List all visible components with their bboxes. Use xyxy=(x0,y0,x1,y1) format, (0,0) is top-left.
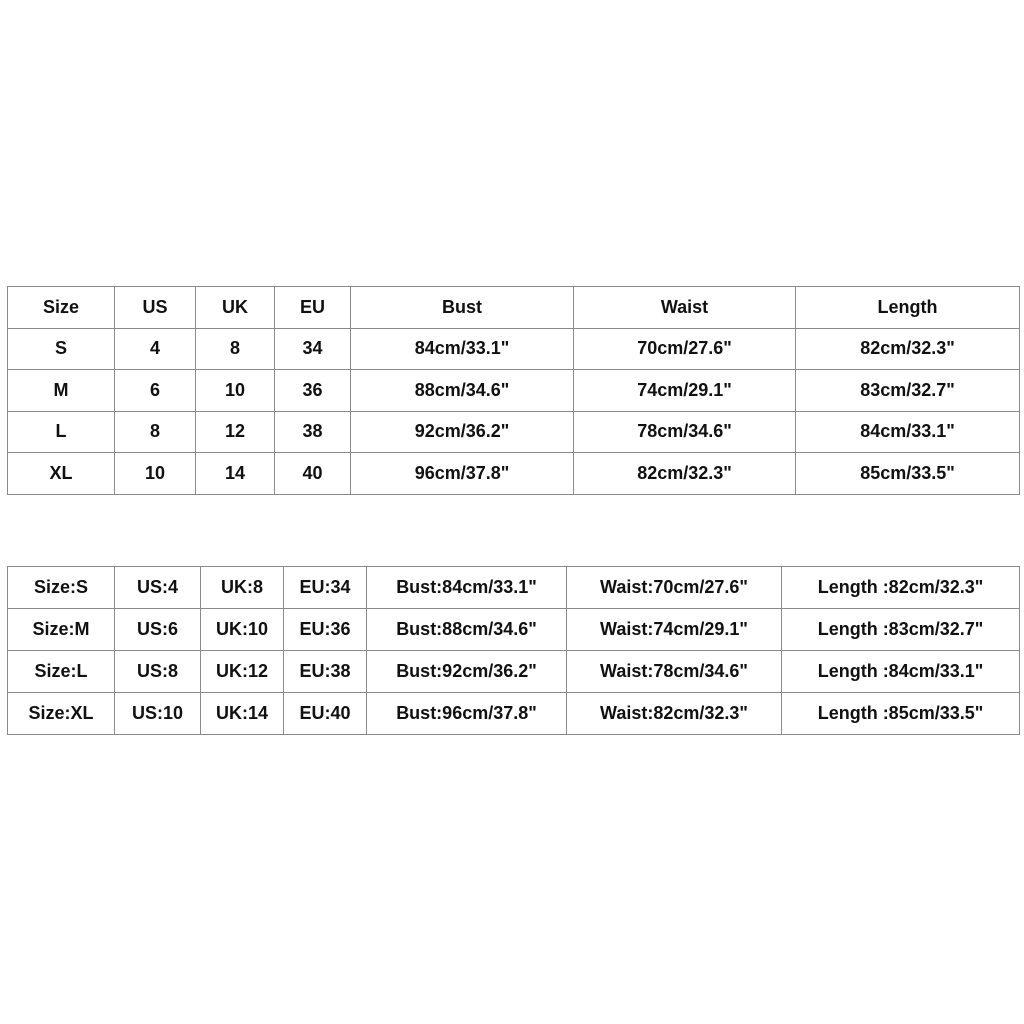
table-cell: 10 xyxy=(196,370,275,412)
table-cell: 82cm/32.3" xyxy=(796,328,1020,370)
table-cell: S xyxy=(8,328,115,370)
table-cell: 70cm/27.6" xyxy=(574,328,796,370)
table-cell: 78cm/34.6" xyxy=(574,411,796,453)
table-row xyxy=(8,567,1020,609)
table-cell: 84cm/33.1" xyxy=(796,411,1020,453)
table-row xyxy=(8,693,1020,735)
table-cell: Length :84cm/33.1" xyxy=(782,651,1020,693)
table-cell: 6 xyxy=(115,370,196,412)
table-cell: EU:40 xyxy=(284,693,367,735)
header-cell-length: Length xyxy=(796,287,1020,329)
table-cell: 34 xyxy=(275,328,351,370)
table-cell: 8 xyxy=(115,411,196,453)
table-row xyxy=(8,370,1020,412)
table-row xyxy=(8,453,1020,495)
size-chart-table xyxy=(7,286,1020,495)
table-cell: Waist:78cm/34.6" xyxy=(567,651,782,693)
table-cell: EU:36 xyxy=(284,609,367,651)
table-row xyxy=(8,411,1020,453)
table-cell: 36 xyxy=(275,370,351,412)
table-row xyxy=(8,651,1020,693)
table-row xyxy=(8,609,1020,651)
table-cell: Size:S xyxy=(8,567,115,609)
table-cell: 85cm/33.5" xyxy=(796,453,1020,495)
table-cell: 10 xyxy=(115,453,196,495)
table-cell: Bust:92cm/36.2" xyxy=(367,651,567,693)
table-cell: US:6 xyxy=(115,609,201,651)
header-cell-bust: Bust xyxy=(351,287,574,329)
table-cell: Waist:70cm/27.6" xyxy=(567,567,782,609)
size-chart-labeled-table xyxy=(7,566,1020,735)
header-cell-us: US xyxy=(115,287,196,329)
table-cell: Bust:88cm/34.6" xyxy=(367,609,567,651)
table-cell: UK:8 xyxy=(201,567,284,609)
table-cell: US:10 xyxy=(115,693,201,735)
table-cell: Size:L xyxy=(8,651,115,693)
table-row xyxy=(8,328,1020,370)
header-cell-uk: UK xyxy=(196,287,275,329)
table-cell: XL xyxy=(8,453,115,495)
table-cell: 82cm/32.3" xyxy=(574,453,796,495)
table-cell: Size:XL xyxy=(8,693,115,735)
table-cell: 92cm/36.2" xyxy=(351,411,574,453)
table-cell: EU:34 xyxy=(284,567,367,609)
table-cell: 88cm/34.6" xyxy=(351,370,574,412)
table-cell: US:8 xyxy=(115,651,201,693)
table-cell: UK:14 xyxy=(201,693,284,735)
table-cell: 38 xyxy=(275,411,351,453)
header-cell-eu: EU xyxy=(275,287,351,329)
table-cell: UK:10 xyxy=(201,609,284,651)
table-cell: Length :83cm/32.7" xyxy=(782,609,1020,651)
table-cell: US:4 xyxy=(115,567,201,609)
table-cell: Waist:82cm/32.3" xyxy=(567,693,782,735)
table-cell: 40 xyxy=(275,453,351,495)
table-cell: 96cm/37.8" xyxy=(351,453,574,495)
header-cell-size: Size xyxy=(8,287,115,329)
table-cell: Size:M xyxy=(8,609,115,651)
table-cell: 4 xyxy=(115,328,196,370)
table-cell: Bust:84cm/33.1" xyxy=(367,567,567,609)
table-cell: Length :85cm/33.5" xyxy=(782,693,1020,735)
table-cell: Waist:74cm/29.1" xyxy=(567,609,782,651)
header-cell-waist: Waist xyxy=(574,287,796,329)
table-cell: 74cm/29.1" xyxy=(574,370,796,412)
table-cell: 12 xyxy=(196,411,275,453)
table-cell: UK:12 xyxy=(201,651,284,693)
table-cell: 8 xyxy=(196,328,275,370)
table-cell: 83cm/32.7" xyxy=(796,370,1020,412)
table-cell: L xyxy=(8,411,115,453)
table-header-row xyxy=(8,287,1020,329)
table-cell: 84cm/33.1" xyxy=(351,328,574,370)
table-cell: 14 xyxy=(196,453,275,495)
table-cell: EU:38 xyxy=(284,651,367,693)
table-cell: M xyxy=(8,370,115,412)
table-cell: Bust:96cm/37.8" xyxy=(367,693,567,735)
table-cell: Length :82cm/32.3" xyxy=(782,567,1020,609)
